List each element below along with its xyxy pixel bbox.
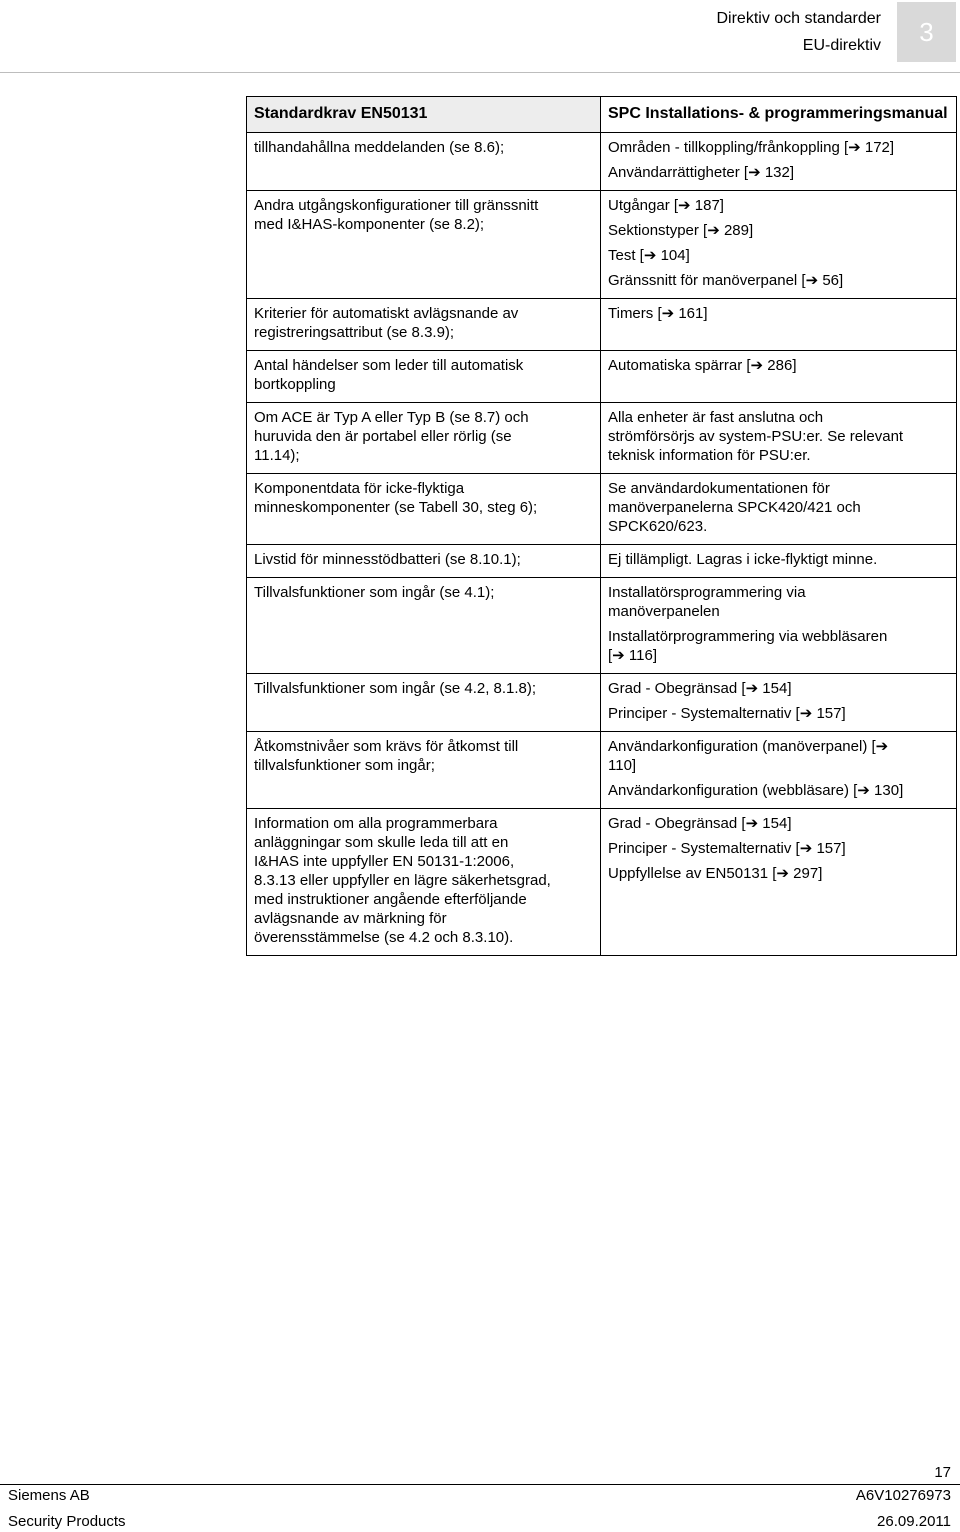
page-number: 17: [934, 1464, 951, 1481]
table-row: [247, 809, 957, 956]
table-header-row: [247, 97, 957, 133]
table-row: [247, 351, 957, 403]
requirement-cell: Tillvalsfunktioner som ingår (se 4.2, 8.1.8);: [247, 674, 601, 732]
chapter-number: 3: [919, 16, 934, 47]
reference-cell: [601, 474, 957, 545]
requirement-cell: Kriterier för automatiskt avlägsnande av registreringsattribut (se 8.3.9);: [247, 299, 601, 351]
footer-date: 26.09.2011: [877, 1513, 951, 1530]
requirement-cell: Komponentdata för icke-flyktiga minneskomponenter (se Tabell 30, steg 6);: [247, 474, 601, 545]
table-row: [247, 299, 957, 351]
requirement-cell: Om ACE är Typ A eller Typ B (se 8.7) och huruvida den är portabel eller rörlig (se 11.14);: [247, 403, 601, 474]
footer-divider: [0, 1484, 960, 1485]
header-manual-column: SPC Installations- & programmeringsmanual: [601, 97, 957, 133]
reference-entry: Ej tillämpligt. Lagras i icke-flyktigt minne.: [608, 551, 878, 568]
reference-entry: Utgångar [➔ 187]: [608, 197, 724, 214]
requirement-cell: Andra utgångskonfigurationer till gränssnitt med I&HAS-komponenter (se 8.2);: [247, 191, 601, 299]
reference-cell: [601, 133, 957, 191]
requirement-cell: Livstid för minnesstödbatteri (se 8.10.1);: [247, 545, 601, 578]
header-title: Direktiv och standarder: [716, 10, 881, 27]
table-body: [247, 133, 957, 956]
reference-entry: Uppfyllelse av EN50131 [➔ 297]: [608, 865, 823, 882]
reference-entry: Gränssnitt för manöverpanel [➔ 56]: [608, 272, 844, 289]
requirement-cell: tillhandahållna meddelanden (se 8.6);: [247, 133, 601, 191]
reference-entry: Installatörprogrammering via webbläsaren [➔ 116]: [608, 628, 888, 664]
table-row: [247, 545, 957, 578]
table-row: [247, 191, 957, 299]
reference-entry: Timers [➔ 161]: [608, 305, 708, 322]
reference-entry: Alla enheter är fast anslutna och strömförsörjs av system-PSU:er. Se relevant teknisk information för PSU:er.: [608, 409, 904, 464]
reference-cell: [601, 545, 957, 578]
reference-entry: Användarrättigheter [➔ 132]: [608, 164, 795, 181]
requirement-cell: Antal händelser som leder till automatisk bortkoppling: [247, 351, 601, 403]
table-row: [247, 732, 957, 809]
footer-division: Security Products: [8, 1513, 126, 1530]
footer-company: Siemens AB: [8, 1487, 90, 1504]
header-standard-column: Standardkrav EN50131: [247, 97, 601, 133]
table-row: [247, 133, 957, 191]
header-subtitle: EU-direktiv: [802, 37, 881, 54]
reference-entry: Användarkonfiguration (webbläsare) [➔ 130]: [608, 782, 904, 799]
requirement-cell: Tillvalsfunktioner som ingår (se 4.1);: [247, 578, 601, 674]
chapter-number-badge: [897, 2, 956, 62]
header-divider: [0, 72, 960, 73]
table-row: [247, 578, 957, 674]
table-row: [247, 474, 957, 545]
reference-entry: Principer - Systemalternativ [➔ 157]: [608, 705, 846, 722]
reference-entry: Områden - tillkoppling/frånkoppling [➔ 172]: [608, 139, 895, 156]
reference-cell: [601, 299, 957, 351]
reference-cell: [601, 809, 957, 956]
reference-cell: [601, 578, 957, 674]
reference-cell: [601, 732, 957, 809]
reference-entry: Test [➔ 104]: [608, 247, 690, 264]
reference-cell: [601, 674, 957, 732]
table-row: [247, 674, 957, 732]
reference-cell: [601, 403, 957, 474]
reference-entry: Principer - Systemalternativ [➔ 157]: [608, 840, 846, 857]
reference-entry: Användarkonfiguration (manöverpanel) [➔ 110]: [608, 738, 889, 774]
reference-entry: Installatörsprogrammering via manöverpanelen: [608, 584, 806, 620]
requirement-cell: Information om alla programmerbara anläggningar som skulle leda till att en I&HAS inte uppfyller EN 50131-1:2006, 8.3.13 eller uppfyller en lägre säkerhetsgrad, med instruktioner angående efterföljande avlägsnande av märkning för överensstämmelse (se 4.2 och 8.3.10).: [247, 809, 601, 956]
standards-table: [246, 96, 957, 956]
reference-entry: Sektionstyper [➔ 289]: [608, 222, 754, 239]
requirement-cell: Åtkomstnivåer som krävs för åtkomst till tillvalsfunktioner som ingår;: [247, 732, 601, 809]
reference-cell: [601, 351, 957, 403]
footer-doc-id: A6V10276973: [855, 1487, 951, 1504]
reference-entry: Grad - Obegränsad [➔ 154]: [608, 815, 792, 832]
reference-cell: [601, 191, 957, 299]
reference-entry: Se användardokumentationen för manöverpanelerna SPCK420/421 och SPCK620/623.: [608, 480, 861, 535]
table-row: [247, 403, 957, 474]
reference-entry: Automatiska spärrar [➔ 286]: [608, 357, 797, 374]
reference-entry: Grad - Obegränsad [➔ 154]: [608, 680, 792, 697]
